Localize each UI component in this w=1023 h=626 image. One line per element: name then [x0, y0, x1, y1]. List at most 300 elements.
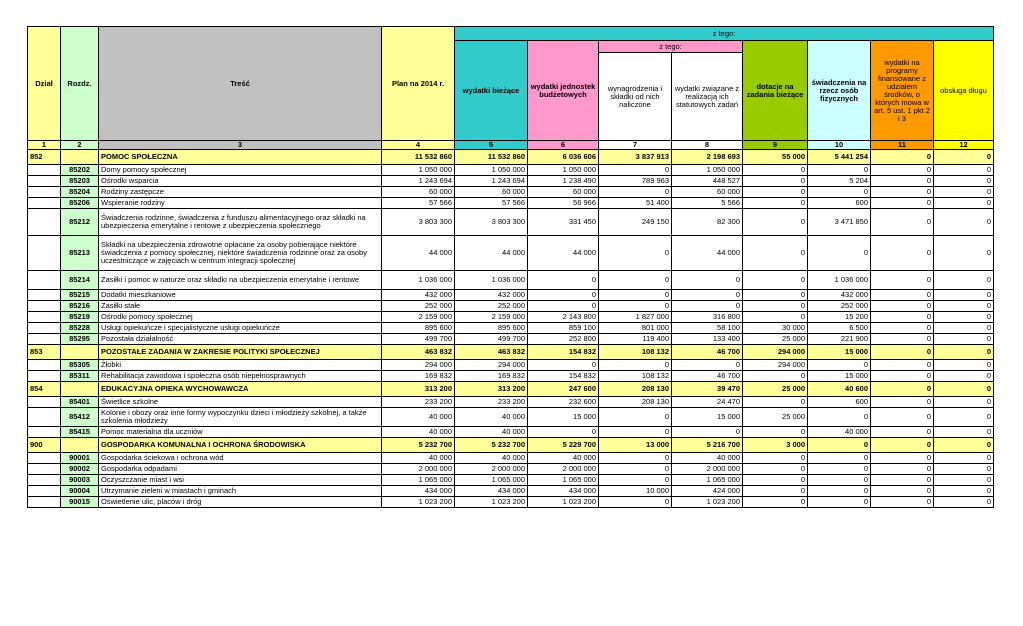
description-cell: Składki na ubezpieczenia zdrowotne opłacane za osoby pobierające niektóre świadczenia z pomocy społecznej, niektóre świadczenia rodzinne oraz za osoby uczestniczące w zajęciach w centrum integracji społecznej	[99, 236, 382, 271]
description-cell: Oświetlenie ulic, placów i dróg	[99, 497, 382, 508]
value-dot: 0	[743, 271, 808, 290]
value-obs: 0	[934, 165, 994, 176]
value-prog: 0	[871, 198, 934, 209]
value-wyn: 108 132	[599, 345, 672, 360]
section-title: POZOSTAŁE ZADANIA W ZAKRESIE POLITYKI SPOŁECZNEJ	[99, 345, 382, 360]
table-row	[28, 198, 994, 209]
value-sw: 0	[808, 408, 871, 427]
value-plan: 1 243 694	[382, 176, 455, 187]
value-sw: 15 000	[808, 345, 871, 360]
value-wyn: 0	[599, 236, 672, 271]
value-jb: 434 000	[528, 486, 599, 497]
dzial-cell	[28, 427, 61, 438]
dzial-cell	[28, 290, 61, 301]
value-dot: 0	[743, 198, 808, 209]
rozdz-cell: 85203	[61, 176, 99, 187]
table-row	[28, 236, 994, 271]
value-plan: 499 700	[382, 334, 455, 345]
value-jb: 1 238 490	[528, 176, 599, 187]
value-bie: 233 200	[455, 397, 528, 408]
dzial-cell	[28, 209, 61, 236]
value-stat: 133 400	[672, 334, 743, 345]
dzial-cell	[28, 408, 61, 427]
value-sw: 40 600	[808, 382, 871, 397]
value-plan: 463 832	[382, 345, 455, 360]
value-obs: 0	[934, 427, 994, 438]
value-prog: 0	[871, 486, 934, 497]
value-bie: 40 000	[455, 427, 528, 438]
description-cell: Pomoc materialna dla uczniów	[99, 427, 382, 438]
value-jb: 0	[528, 360, 599, 371]
value-plan: 40 000	[382, 408, 455, 427]
rozdz-cell: 85311	[61, 371, 99, 382]
value-jb: 331 450	[528, 209, 599, 236]
col-num: 4	[382, 141, 455, 150]
value-sw: 252 000	[808, 301, 871, 312]
value-jb: 0	[528, 271, 599, 290]
value-stat: 24 470	[672, 397, 743, 408]
value-stat: 60 000	[672, 187, 743, 198]
rozdz-cell: 85214	[61, 271, 99, 290]
value-bie: 11 532 860	[455, 150, 528, 165]
dzial-cell: 852	[28, 150, 61, 165]
rozdz-cell	[61, 438, 99, 453]
header-swiadczenia: świadczenia na rzecz osób fizycznych	[808, 41, 871, 141]
header-obsluga: obsługa długu	[934, 41, 994, 141]
dzial-cell	[28, 453, 61, 464]
dzial-cell	[28, 334, 61, 345]
value-stat: 39 470	[672, 382, 743, 397]
dzial-cell	[28, 497, 61, 508]
rozdz-cell: 90001	[61, 453, 99, 464]
value-stat: 0	[672, 290, 743, 301]
value-wyn: 13 000	[599, 438, 672, 453]
value-bie: 169 832	[455, 371, 528, 382]
rozdz-cell	[61, 382, 99, 397]
value-jb: 5 229 700	[528, 438, 599, 453]
value-sw: 0	[808, 165, 871, 176]
description-cell: Pozostała działalność	[99, 334, 382, 345]
rozdz-cell: 85215	[61, 290, 99, 301]
value-prog: 0	[871, 301, 934, 312]
value-jb: 1 065 000	[528, 475, 599, 486]
value-obs: 0	[934, 475, 994, 486]
header-dzial: Dział	[28, 27, 61, 141]
dzial-cell	[28, 165, 61, 176]
value-prog: 0	[871, 312, 934, 323]
table-row	[28, 334, 994, 345]
value-bie: 252 000	[455, 301, 528, 312]
dzial-cell	[28, 176, 61, 187]
value-sw: 5 441 254	[808, 150, 871, 165]
value-jb: 0	[528, 301, 599, 312]
value-dot: 0	[743, 301, 808, 312]
value-bie: 499 700	[455, 334, 528, 345]
value-jb: 154 832	[528, 371, 599, 382]
value-obs: 0	[934, 271, 994, 290]
value-sw: 600	[808, 397, 871, 408]
value-prog: 0	[871, 438, 934, 453]
value-obs: 0	[934, 397, 994, 408]
value-sw: 0	[808, 438, 871, 453]
value-obs: 0	[934, 176, 994, 187]
value-plan: 1 036 000	[382, 271, 455, 290]
value-stat: 82 300	[672, 209, 743, 236]
dzial-cell	[28, 323, 61, 334]
col-num: 7	[599, 141, 672, 150]
value-dot: 0	[743, 290, 808, 301]
table-row	[28, 312, 994, 323]
description-cell: Utrzymanie zieleni w miastach i gminach	[99, 486, 382, 497]
rozdz-cell	[61, 345, 99, 360]
value-stat: 40 000	[672, 453, 743, 464]
dzial-cell: 853	[28, 345, 61, 360]
section-row	[28, 438, 994, 453]
value-obs: 0	[934, 150, 994, 165]
dzial-cell	[28, 236, 61, 271]
value-stat: 0	[672, 360, 743, 371]
dzial-cell	[28, 486, 61, 497]
value-stat: 448 527	[672, 176, 743, 187]
value-wyn: 108 132	[599, 371, 672, 382]
value-obs: 0	[934, 382, 994, 397]
value-bie: 294 000	[455, 360, 528, 371]
rozdz-cell: 85206	[61, 198, 99, 209]
description-cell: Gospodarka odpadami	[99, 464, 382, 475]
value-jb: 154 832	[528, 345, 599, 360]
value-jb: 2 143 800	[528, 312, 599, 323]
value-obs: 0	[934, 209, 994, 236]
value-dot: 0	[743, 187, 808, 198]
value-stat: 2 198 693	[672, 150, 743, 165]
value-plan: 57 566	[382, 198, 455, 209]
value-wyn: 0	[599, 453, 672, 464]
value-wyn: 249 150	[599, 209, 672, 236]
table-row	[28, 371, 994, 382]
value-sw: 600	[808, 198, 871, 209]
table-row	[28, 475, 994, 486]
value-dot: 30 000	[743, 323, 808, 334]
value-dot: 0	[743, 475, 808, 486]
value-stat: 46 700	[672, 371, 743, 382]
value-obs: 0	[934, 334, 994, 345]
description-cell: Rodziny zastępcze	[99, 187, 382, 198]
table-row	[28, 497, 994, 508]
value-dot: 0	[743, 371, 808, 382]
value-wyn: 10 000	[599, 486, 672, 497]
value-jb: 6 036 606	[528, 150, 599, 165]
value-dot: 0	[743, 236, 808, 271]
value-plan: 1 065 000	[382, 475, 455, 486]
value-obs: 0	[934, 312, 994, 323]
description-cell: Usługi opiekuńcze i specjalistyczne usługi opiekuńcze	[99, 323, 382, 334]
value-plan: 432 000	[382, 290, 455, 301]
value-jb: 1 023 200	[528, 497, 599, 508]
description-cell: Dodatki mieszkaniowe	[99, 290, 382, 301]
value-obs: 0	[934, 290, 994, 301]
value-wyn: 0	[599, 165, 672, 176]
value-dot: 3 000	[743, 438, 808, 453]
description-cell: Domy pomocy społecznej	[99, 165, 382, 176]
value-obs: 0	[934, 345, 994, 360]
value-obs: 0	[934, 301, 994, 312]
col-num: 8	[672, 141, 743, 150]
table-row	[28, 165, 994, 176]
value-sw: 0	[808, 497, 871, 508]
value-sw: 0	[808, 360, 871, 371]
value-plan: 895 600	[382, 323, 455, 334]
value-prog: 0	[871, 475, 934, 486]
value-sw: 0	[808, 187, 871, 198]
section-row	[28, 382, 994, 397]
value-sw: 0	[808, 486, 871, 497]
value-dot: 0	[743, 427, 808, 438]
value-wyn: 0	[599, 408, 672, 427]
value-bie: 2 000 000	[455, 464, 528, 475]
value-sw: 221 900	[808, 334, 871, 345]
value-stat: 46 700	[672, 345, 743, 360]
value-dot: 25 000	[743, 382, 808, 397]
value-sw: 0	[808, 475, 871, 486]
rozdz-cell: 85401	[61, 397, 99, 408]
value-dot: 0	[743, 176, 808, 187]
value-plan: 40 000	[382, 453, 455, 464]
dzial-cell: 854	[28, 382, 61, 397]
table-row	[28, 290, 994, 301]
section-title: POMOC SPOŁECZNA	[99, 150, 382, 165]
section-row	[28, 345, 994, 360]
value-stat: 2 000 000	[672, 464, 743, 475]
value-sw: 3 471 850	[808, 209, 871, 236]
header-wydatki-biezace: wydatki bieżące	[455, 41, 528, 141]
table-row	[28, 323, 994, 334]
value-stat: 1 050 000	[672, 165, 743, 176]
value-dot: 25 000	[743, 334, 808, 345]
value-prog: 0	[871, 360, 934, 371]
dzial-cell	[28, 464, 61, 475]
value-jb: 232 600	[528, 397, 599, 408]
section-row	[28, 150, 994, 165]
value-plan: 11 532 860	[382, 150, 455, 165]
value-plan: 1 050 000	[382, 165, 455, 176]
dzial-cell	[28, 187, 61, 198]
value-bie: 60 000	[455, 187, 528, 198]
col-num: 1	[28, 141, 61, 150]
value-obs: 0	[934, 236, 994, 271]
rozdz-cell: 90003	[61, 475, 99, 486]
description-cell: Ośrodki wsparcia	[99, 176, 382, 187]
value-bie: 1 036 000	[455, 271, 528, 290]
header-tresc: Treść	[99, 27, 382, 141]
value-stat: 0	[672, 271, 743, 290]
rozdz-cell: 85212	[61, 209, 99, 236]
value-obs: 0	[934, 453, 994, 464]
value-jb: 0	[528, 427, 599, 438]
value-prog: 0	[871, 187, 934, 198]
col-num: 3	[99, 141, 382, 150]
dzial-cell	[28, 312, 61, 323]
rozdz-cell: 85295	[61, 334, 99, 345]
table-row	[28, 408, 994, 427]
value-sw: 0	[808, 236, 871, 271]
dzial-cell	[28, 475, 61, 486]
description-cell: Rehabilitacja zawodowa i społeczna osób niepełnosprawnych	[99, 371, 382, 382]
value-bie: 432 000	[455, 290, 528, 301]
dzial-cell	[28, 271, 61, 290]
rozdz-cell: 85412	[61, 408, 99, 427]
rozdz-cell: 90004	[61, 486, 99, 497]
rozdz-cell: 90015	[61, 497, 99, 508]
value-prog: 0	[871, 382, 934, 397]
value-dot: 55 000	[743, 150, 808, 165]
header-wydatki-programy: wydatki na programy finansowane z udziałem środków, o których mowa w art. 5 ust. 1 pkt 2 i 3	[871, 41, 934, 141]
value-stat: 5 566	[672, 198, 743, 209]
value-sw: 15 200	[808, 312, 871, 323]
rozdz-cell: 85415	[61, 427, 99, 438]
value-bie: 895 600	[455, 323, 528, 334]
value-jb: 56 966	[528, 198, 599, 209]
header-dotacje: dotacje na zadania bieżące	[743, 41, 808, 141]
value-sw: 15 000	[808, 371, 871, 382]
value-dot: 0	[743, 397, 808, 408]
value-jb: 859 100	[528, 323, 599, 334]
value-prog: 0	[871, 464, 934, 475]
value-bie: 2 159 000	[455, 312, 528, 323]
value-prog: 0	[871, 371, 934, 382]
header-z-tego-2: z tego:	[599, 41, 743, 53]
table-row	[28, 360, 994, 371]
value-prog: 0	[871, 290, 934, 301]
value-sw: 1 036 000	[808, 271, 871, 290]
value-wyn: 3 837 913	[599, 150, 672, 165]
value-dot: 294 000	[743, 345, 808, 360]
value-wyn: 0	[599, 360, 672, 371]
value-sw: 40 000	[808, 427, 871, 438]
value-dot: 0	[743, 312, 808, 323]
description-cell: Zasiłki i pomoc w naturze oraz składki na ubezpieczenia emerytalne i rentowe	[99, 271, 382, 290]
value-bie: 40 000	[455, 453, 528, 464]
header-wydatki-statutowe: wydatki związane z realizacją ich statutowych zadań	[672, 53, 743, 141]
value-dot: 294 000	[743, 360, 808, 371]
value-stat: 15 000	[672, 408, 743, 427]
value-sw: 5 204	[808, 176, 871, 187]
value-plan: 252 000	[382, 301, 455, 312]
description-cell: Wspieranie rodziny	[99, 198, 382, 209]
value-plan: 434 000	[382, 486, 455, 497]
value-prog: 0	[871, 271, 934, 290]
col-num: 5	[455, 141, 528, 150]
column-number-row	[28, 141, 994, 150]
value-stat: 1 065 000	[672, 475, 743, 486]
value-plan: 40 000	[382, 427, 455, 438]
header-z-tego: z tego:	[455, 27, 994, 41]
col-num: 12	[934, 141, 994, 150]
value-stat: 0	[672, 301, 743, 312]
value-plan: 294 000	[382, 360, 455, 371]
value-prog: 0	[871, 165, 934, 176]
value-dot: 25 000	[743, 408, 808, 427]
value-plan: 169 832	[382, 371, 455, 382]
table-row	[28, 271, 994, 290]
dzial-cell: 900	[28, 438, 61, 453]
section-title: GOSPODARKA KOMUNALNA I OCHRONA ŚRODOWISKA	[99, 438, 382, 453]
value-plan: 233 200	[382, 397, 455, 408]
value-obs: 0	[934, 408, 994, 427]
value-prog: 0	[871, 397, 934, 408]
rozdz-cell: 85202	[61, 165, 99, 176]
value-bie: 3 803 300	[455, 209, 528, 236]
value-dot: 0	[743, 165, 808, 176]
value-jb: 60 000	[528, 187, 599, 198]
value-bie: 1 065 000	[455, 475, 528, 486]
value-plan: 1 023 200	[382, 497, 455, 508]
description-cell: Zasiłki stałe	[99, 301, 382, 312]
value-prog: 0	[871, 176, 934, 187]
dzial-cell	[28, 360, 61, 371]
value-plan: 2 000 000	[382, 464, 455, 475]
description-cell: Oczyszczanie miast i wsi	[99, 475, 382, 486]
value-jb: 247 600	[528, 382, 599, 397]
value-obs: 0	[934, 323, 994, 334]
description-cell: Świadczenia rodzinne, świadczenia z funduszu alimentacyjnego oraz składki na ubezpieczenia emerytalne i rentowe z ubezpieczenia społecznego	[99, 209, 382, 236]
description-cell: Żłobki	[99, 360, 382, 371]
table-row	[28, 176, 994, 187]
header-wynagrodzenia: wynagrodzenia i składki od nich naliczone	[599, 53, 672, 141]
value-wyn: 1 827 000	[599, 312, 672, 323]
value-sw: 432 000	[808, 290, 871, 301]
dzial-cell	[28, 301, 61, 312]
value-bie: 5 232 700	[455, 438, 528, 453]
table-row	[28, 301, 994, 312]
value-wyn: 208 130	[599, 397, 672, 408]
value-prog: 0	[871, 427, 934, 438]
value-stat: 58 100	[672, 323, 743, 334]
col-num: 6	[528, 141, 599, 150]
value-jb: 15 000	[528, 408, 599, 427]
value-prog: 0	[871, 323, 934, 334]
header-rozdz: Rozdz.	[61, 27, 99, 141]
value-plan: 60 000	[382, 187, 455, 198]
value-obs: 0	[934, 360, 994, 371]
value-dot: 0	[743, 209, 808, 236]
description-cell: Kolonie i obozy oraz inne formy wypoczynku dzieci i młodzieży szkolnej, a także szkolenia młodzieży	[99, 408, 382, 427]
value-sw: 0	[808, 464, 871, 475]
value-prog: 0	[871, 334, 934, 345]
description-cell: Gospodarka ściekowa i ochrona wód	[99, 453, 382, 464]
value-obs: 0	[934, 464, 994, 475]
value-wyn: 0	[599, 301, 672, 312]
table-row	[28, 486, 994, 497]
value-wyn: 119 400	[599, 334, 672, 345]
dzial-cell	[28, 371, 61, 382]
table-row	[28, 464, 994, 475]
value-obs: 0	[934, 198, 994, 209]
value-wyn: 0	[599, 427, 672, 438]
dzial-cell	[28, 397, 61, 408]
value-stat: 424 000	[672, 486, 743, 497]
value-wyn: 0	[599, 497, 672, 508]
table-row	[28, 453, 994, 464]
rozdz-cell: 90002	[61, 464, 99, 475]
value-wyn: 0	[599, 290, 672, 301]
value-jb: 252 800	[528, 334, 599, 345]
value-obs: 0	[934, 187, 994, 198]
table-row	[28, 427, 994, 438]
rozdz-cell: 85213	[61, 236, 99, 271]
value-sw: 6 500	[808, 323, 871, 334]
value-bie: 44 000	[455, 236, 528, 271]
value-stat: 1 023 200	[672, 497, 743, 508]
